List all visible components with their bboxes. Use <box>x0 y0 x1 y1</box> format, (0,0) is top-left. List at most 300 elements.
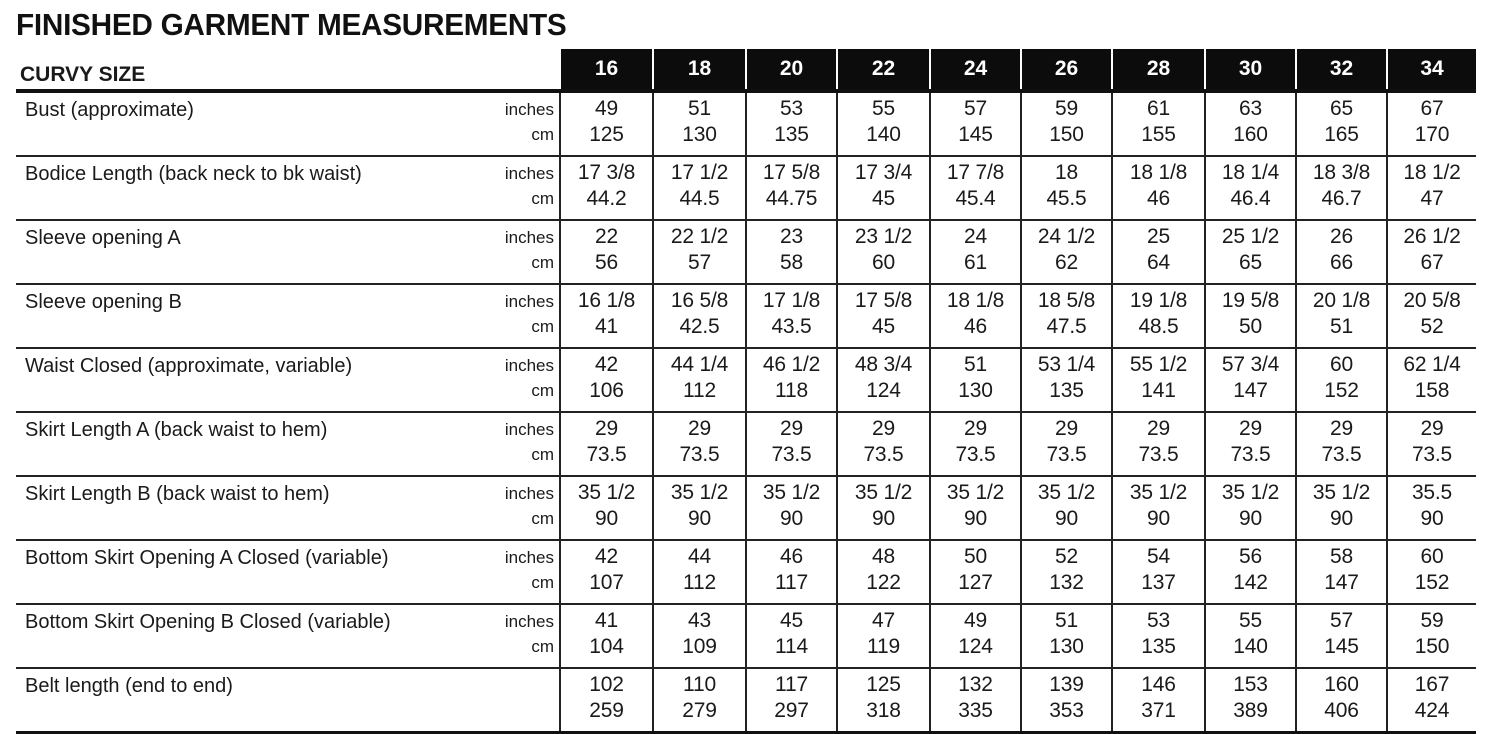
value-inches: 60 <box>1420 545 1444 568</box>
value-cm: 132 <box>1049 571 1084 594</box>
measurement-cell <box>930 668 1021 733</box>
measurement-cell <box>1296 412 1387 476</box>
value-cm: 135 <box>1049 379 1084 402</box>
value-cm: 90 <box>1239 507 1262 530</box>
value-inches: 17 5/8 <box>854 289 913 312</box>
value-inches: 35 1/2 <box>1037 481 1096 504</box>
size-header-cell: 32 <box>1296 49 1387 91</box>
value-cm: 44.75 <box>765 187 818 210</box>
unit-cm-label: cm <box>531 317 554 336</box>
value-cm: 46 <box>1147 187 1170 210</box>
value-cm: 46 <box>964 315 987 338</box>
measurement-cell <box>1112 284 1205 348</box>
value-inches: 139 <box>1049 673 1084 696</box>
measurement-cell <box>560 476 653 540</box>
value-inches: 25 1/2 <box>1221 225 1280 248</box>
measurement-cell <box>1112 540 1205 604</box>
value-cm: 65 <box>1239 251 1262 274</box>
value-cm: 41 <box>595 315 618 338</box>
value-cm: 61 <box>964 251 987 274</box>
measurement-cell <box>1205 476 1296 540</box>
size-header-cell: 24 <box>930 49 1021 91</box>
value-cm: 114 <box>775 635 808 658</box>
measurement-cell <box>930 220 1021 284</box>
value-cm: 122 <box>866 571 901 594</box>
value-inches: 43 <box>688 609 711 632</box>
value-cm: 73.5 <box>1138 443 1179 466</box>
value-inches: 160 <box>1324 673 1359 696</box>
measurement-cell <box>1387 284 1476 348</box>
value-cm: 73.5 <box>1321 443 1362 466</box>
measurement-cell <box>1387 476 1476 540</box>
value-inches: 102 <box>589 673 624 696</box>
size-label: CURVY SIZE <box>16 49 490 91</box>
measurement-row <box>16 284 1476 348</box>
value-inches: 29 <box>1147 417 1170 440</box>
measurement-cell <box>653 540 746 604</box>
unit-header-spacer <box>490 49 560 91</box>
value-inches: 62 1/4 <box>1403 353 1461 376</box>
unit-labels <box>490 220 560 284</box>
value-inches: 29 <box>1239 417 1262 440</box>
value-inches: 29 <box>1055 417 1078 440</box>
value-inches: 125 <box>866 673 901 696</box>
measurement-row <box>16 220 1476 284</box>
measurement-cell <box>1021 348 1112 412</box>
value-cm: 60 <box>872 251 895 274</box>
measurement-cell <box>746 668 837 733</box>
measurement-cell <box>1296 604 1387 668</box>
value-cm: 64 <box>1147 251 1170 274</box>
measurement-cell <box>930 91 1021 156</box>
value-cm: 66 <box>1330 251 1353 274</box>
measurement-row <box>16 604 1476 668</box>
measurement-cell <box>1387 348 1476 412</box>
value-inches: 67 <box>1420 97 1444 120</box>
value-inches: 22 1/2 <box>670 225 729 248</box>
value-cm: 47.5 <box>1046 315 1087 338</box>
value-inches: 26 1/2 <box>1403 225 1461 248</box>
unit-inches-label: inches <box>504 612 554 631</box>
value-cm: 170 <box>1414 123 1450 146</box>
measurement-cell <box>1021 220 1112 284</box>
unit-labels <box>490 540 560 604</box>
value-cm: 424 <box>1414 699 1450 722</box>
measurement-cell <box>746 348 837 412</box>
value-cm: 259 <box>589 699 624 722</box>
value-cm: 42.5 <box>679 315 720 338</box>
measurement-cell <box>1112 156 1205 220</box>
value-inches: 46 1/2 <box>762 353 821 376</box>
value-inches: 51 <box>964 353 987 376</box>
unit-cm-label: cm <box>531 509 554 528</box>
measurement-cell <box>1205 412 1296 476</box>
value-cm: 140 <box>866 123 901 146</box>
unit-labels <box>490 156 560 220</box>
measurement-cell <box>653 284 746 348</box>
value-cm: 46.4 <box>1230 187 1271 210</box>
unit-labels <box>490 476 560 540</box>
value-cm: 73.5 <box>1411 443 1453 466</box>
value-cm: 73.5 <box>771 443 812 466</box>
value-inches: 56 <box>1239 545 1262 568</box>
value-cm: 141 <box>1141 379 1176 402</box>
measurement-cell <box>1296 540 1387 604</box>
value-cm: 67 <box>1420 251 1444 274</box>
value-cm: 150 <box>1049 123 1084 146</box>
unit-labels <box>490 348 560 412</box>
value-inches: 48 3/4 <box>854 353 913 376</box>
value-inches: 61 <box>1147 97 1170 120</box>
value-inches: 35 1/2 <box>577 481 636 504</box>
measurement-row <box>16 348 1476 412</box>
value-inches: 22 <box>595 225 618 248</box>
value-cm: 106 <box>589 379 624 402</box>
value-cm: 45 <box>872 187 895 210</box>
value-cm: 297 <box>774 699 809 722</box>
measurement-cell <box>1296 476 1387 540</box>
value-inches: 17 3/4 <box>854 161 913 184</box>
measurement-cell <box>653 412 746 476</box>
value-cm: 130 <box>1049 635 1084 658</box>
value-cm: 152 <box>1324 379 1359 402</box>
value-cm: 124 <box>958 635 993 658</box>
measurement-cell <box>1387 668 1476 733</box>
value-cm: 90 <box>595 507 618 530</box>
measurement-cell <box>653 476 746 540</box>
measurement-cell <box>1021 604 1112 668</box>
measurement-cell <box>653 156 746 220</box>
value-inches: 53 1/4 <box>1037 353 1096 376</box>
measurement-cell <box>1112 412 1205 476</box>
value-cm: 52 <box>1420 315 1444 338</box>
value-cm: 279 <box>682 699 717 722</box>
value-cm: 130 <box>682 123 717 146</box>
value-inches: 23 <box>780 225 803 248</box>
measurement-cell <box>837 91 930 156</box>
measurement-cell <box>1296 284 1387 348</box>
value-inches: 44 1/4 <box>670 353 729 376</box>
measurement-cell <box>1387 412 1476 476</box>
value-inches: 18 5/8 <box>1037 289 1096 312</box>
value-cm: 90 <box>1330 507 1353 530</box>
measurement-label: Skirt Length B (back waist to hem) <box>16 476 490 540</box>
value-cm: 165 <box>1324 123 1359 146</box>
value-inches: 51 <box>688 97 711 120</box>
value-cm: 353 <box>1049 699 1084 722</box>
unit-labels <box>490 284 560 348</box>
measurement-cell <box>1205 540 1296 604</box>
measurement-cell <box>1021 412 1112 476</box>
size-header-cell: 28 <box>1112 49 1205 91</box>
measurement-label: Bodice Length (back neck to bk waist) <box>16 156 490 220</box>
page-title: FINISHED GARMENT MEASUREMENTS <box>16 7 567 42</box>
value-inches: 42 <box>595 545 618 568</box>
measurement-cell <box>1021 91 1112 156</box>
value-inches: 35 1/2 <box>1221 481 1280 504</box>
value-inches: 17 1/8 <box>762 289 821 312</box>
measurement-label: Skirt Length A (back waist to hem) <box>16 412 490 476</box>
value-inches: 42 <box>595 353 618 376</box>
measurement-cell <box>560 220 653 284</box>
value-inches: 17 5/8 <box>762 161 821 184</box>
value-inches: 132 <box>958 673 993 696</box>
measurement-cell <box>746 540 837 604</box>
measurement-cell <box>930 540 1021 604</box>
value-inches: 18 3/8 <box>1312 161 1371 184</box>
measurement-row <box>16 91 1476 156</box>
unit-cm-label: cm <box>531 125 554 144</box>
measurement-cell <box>746 220 837 284</box>
value-cm: 90 <box>964 507 987 530</box>
size-header-cell: 22 <box>837 49 930 91</box>
value-inches: 35 1/2 <box>1129 481 1188 504</box>
unit-cm-label: cm <box>531 445 554 464</box>
measurement-cell <box>1296 220 1387 284</box>
value-cm: 137 <box>1141 571 1176 594</box>
value-inches: 59 <box>1420 609 1444 632</box>
measurement-cell <box>1387 91 1476 156</box>
measurement-cell <box>930 284 1021 348</box>
value-inches: 17 7/8 <box>946 161 1005 184</box>
measurement-cell <box>1296 668 1387 733</box>
measurement-cell <box>1205 220 1296 284</box>
value-inches: 65 <box>1330 97 1353 120</box>
measurement-cell <box>1021 476 1112 540</box>
value-cm: 90 <box>1420 507 1444 530</box>
unit-cm-label: cm <box>531 189 554 208</box>
value-cm: 147 <box>1324 571 1359 594</box>
value-inches: 51 <box>1055 609 1078 632</box>
value-cm: 45 <box>872 315 895 338</box>
size-header-cell: 30 <box>1205 49 1296 91</box>
measurement-cell <box>1112 476 1205 540</box>
value-cm: 57 <box>688 251 711 274</box>
measurement-cell <box>1021 540 1112 604</box>
value-cm: 73.5 <box>679 443 720 466</box>
unit-inches-label: inches <box>504 420 554 439</box>
measurement-cell <box>746 604 837 668</box>
measurement-cell <box>746 476 837 540</box>
value-cm: 119 <box>867 635 900 658</box>
value-cm: 160 <box>1233 123 1268 146</box>
measurement-cell <box>1021 668 1112 733</box>
measurement-label: Sleeve opening B <box>16 284 490 348</box>
value-inches: 20 5/8 <box>1403 289 1461 312</box>
value-cm: 51 <box>1330 315 1353 338</box>
value-cm: 117 <box>775 571 808 594</box>
value-cm: 135 <box>774 123 809 146</box>
value-inches: 18 1/8 <box>946 289 1005 312</box>
value-cm: 155 <box>1141 123 1176 146</box>
measurement-cell <box>746 284 837 348</box>
measurement-cell <box>1021 156 1112 220</box>
value-cm: 127 <box>958 571 993 594</box>
value-inches: 29 <box>1420 417 1444 440</box>
value-inches: 35 1/2 <box>762 481 821 504</box>
measurement-row <box>16 540 1476 604</box>
measurement-cell <box>1205 348 1296 412</box>
value-inches: 54 <box>1147 545 1170 568</box>
measurement-cell <box>653 668 746 733</box>
value-inches: 57 <box>1330 609 1353 632</box>
measurement-cell <box>837 220 930 284</box>
value-cm: 147 <box>1233 379 1268 402</box>
value-cm: 130 <box>958 379 993 402</box>
value-inches: 23 1/2 <box>854 225 913 248</box>
measurement-cell <box>837 156 930 220</box>
value-cm: 124 <box>866 379 901 402</box>
value-cm: 58 <box>780 251 803 274</box>
unit-labels <box>490 604 560 668</box>
unit-inches-label: inches <box>504 356 554 375</box>
value-inches: 117 <box>775 673 808 696</box>
value-inches: 35 1/2 <box>1312 481 1371 504</box>
measurement-cell <box>1296 156 1387 220</box>
measurement-cell <box>560 412 653 476</box>
value-inches: 45 <box>780 609 803 632</box>
value-cm: 73.5 <box>863 443 904 466</box>
measurement-row <box>16 476 1476 540</box>
value-cm: 43.5 <box>771 315 812 338</box>
measurement-cell <box>837 604 930 668</box>
value-inches: 146 <box>1141 673 1176 696</box>
value-inches: 58 <box>1330 545 1353 568</box>
measurement-label: Bottom Skirt Opening A Closed (variable) <box>16 540 490 604</box>
measurement-cell <box>1205 284 1296 348</box>
measurement-cell <box>560 91 653 156</box>
measurement-cell <box>1387 156 1476 220</box>
value-cm: 73.5 <box>586 443 627 466</box>
value-inches: 49 <box>964 609 987 632</box>
size-header-row <box>16 49 1476 91</box>
measurement-label: Waist Closed (approximate, variable) <box>16 348 490 412</box>
value-inches: 63 <box>1239 97 1262 120</box>
value-cm: 47 <box>1420 187 1444 210</box>
value-inches: 17 1/2 <box>670 161 729 184</box>
size-header-cell: 20 <box>746 49 837 91</box>
measurement-cell <box>1112 91 1205 156</box>
value-cm: 135 <box>1141 635 1176 658</box>
value-inches: 17 3/8 <box>577 161 636 184</box>
value-cm: 152 <box>1414 571 1450 594</box>
value-inches: 18 1/8 <box>1129 161 1188 184</box>
value-inches: 53 <box>780 97 803 120</box>
value-cm: 90 <box>1055 507 1078 530</box>
value-cm: 107 <box>589 571 624 594</box>
value-cm: 73.5 <box>955 443 996 466</box>
measurement-cell <box>1112 348 1205 412</box>
value-inches: 50 <box>964 545 987 568</box>
value-cm: 109 <box>682 635 717 658</box>
value-inches: 29 <box>595 417 618 440</box>
value-inches: 35 1/2 <box>670 481 729 504</box>
unit-cm-label: cm <box>531 253 554 272</box>
unit-inches-label: inches <box>504 164 554 183</box>
value-cm: 112 <box>683 379 716 402</box>
value-inches: 53 <box>1147 609 1170 632</box>
value-cm: 45.5 <box>1046 187 1087 210</box>
value-inches: 55 <box>1239 609 1262 632</box>
value-cm: 145 <box>958 123 993 146</box>
measurement-cell <box>746 412 837 476</box>
value-cm: 112 <box>683 571 716 594</box>
measurement-cell <box>837 476 930 540</box>
value-inches: 20 1/8 <box>1312 289 1371 312</box>
measurement-cell <box>653 91 746 156</box>
value-inches: 35 1/2 <box>946 481 1005 504</box>
value-cm: 145 <box>1324 635 1359 658</box>
value-cm: 140 <box>1233 635 1268 658</box>
value-cm: 90 <box>1147 507 1170 530</box>
value-inches: 57 3/4 <box>1221 353 1280 376</box>
measurement-cell <box>746 91 837 156</box>
measurement-cell <box>930 412 1021 476</box>
measurement-cell <box>837 284 930 348</box>
measurements-table <box>16 49 1476 734</box>
value-inches: 167 <box>1414 673 1450 696</box>
value-inches: 29 <box>964 417 987 440</box>
size-header-cell: 34 <box>1387 49 1476 91</box>
measurement-cell <box>930 604 1021 668</box>
measurement-cell <box>560 348 653 412</box>
value-inches: 110 <box>683 673 716 696</box>
measurement-cell <box>930 156 1021 220</box>
value-cm: 142 <box>1233 571 1268 594</box>
value-cm: 118 <box>775 379 808 402</box>
value-inches: 35 1/2 <box>854 481 913 504</box>
value-cm: 45.4 <box>955 187 996 210</box>
value-cm: 406 <box>1324 699 1359 722</box>
measurement-cell <box>560 540 653 604</box>
value-inches: 41 <box>595 609 618 632</box>
value-inches: 52 <box>1055 545 1078 568</box>
measurement-cell <box>1205 604 1296 668</box>
measurement-label: Sleeve opening A <box>16 220 490 284</box>
value-cm: 50 <box>1239 315 1262 338</box>
measurement-cell <box>930 348 1021 412</box>
measurement-cell <box>1296 348 1387 412</box>
measurement-cell <box>1387 540 1476 604</box>
value-cm: 62 <box>1055 251 1078 274</box>
measurement-cell <box>930 476 1021 540</box>
measurement-cell <box>653 604 746 668</box>
measurement-row <box>16 412 1476 476</box>
size-header-cell: 16 <box>560 49 653 91</box>
value-inches: 47 <box>872 609 895 632</box>
value-inches: 49 <box>595 97 618 120</box>
value-inches: 46 <box>780 545 803 568</box>
unit-inches-label: inches <box>504 228 554 247</box>
value-inches: 29 <box>1330 417 1353 440</box>
size-header-cell: 18 <box>653 49 746 91</box>
value-inches: 16 1/8 <box>577 289 636 312</box>
value-inches: 35.5 <box>1411 481 1453 504</box>
measurement-cell <box>653 348 746 412</box>
value-cm: 90 <box>780 507 803 530</box>
measurement-row <box>16 156 1476 220</box>
value-cm: 90 <box>872 507 895 530</box>
unit-inches-label: inches <box>504 100 554 119</box>
measurement-row <box>16 668 1476 733</box>
value-inches: 24 1/2 <box>1037 225 1096 248</box>
unit-inches-label: inches <box>504 484 554 503</box>
value-cm: 125 <box>589 123 624 146</box>
value-inches: 48 <box>872 545 895 568</box>
measurement-cell <box>653 220 746 284</box>
value-inches: 18 <box>1055 161 1078 184</box>
value-inches: 25 <box>1147 225 1170 248</box>
